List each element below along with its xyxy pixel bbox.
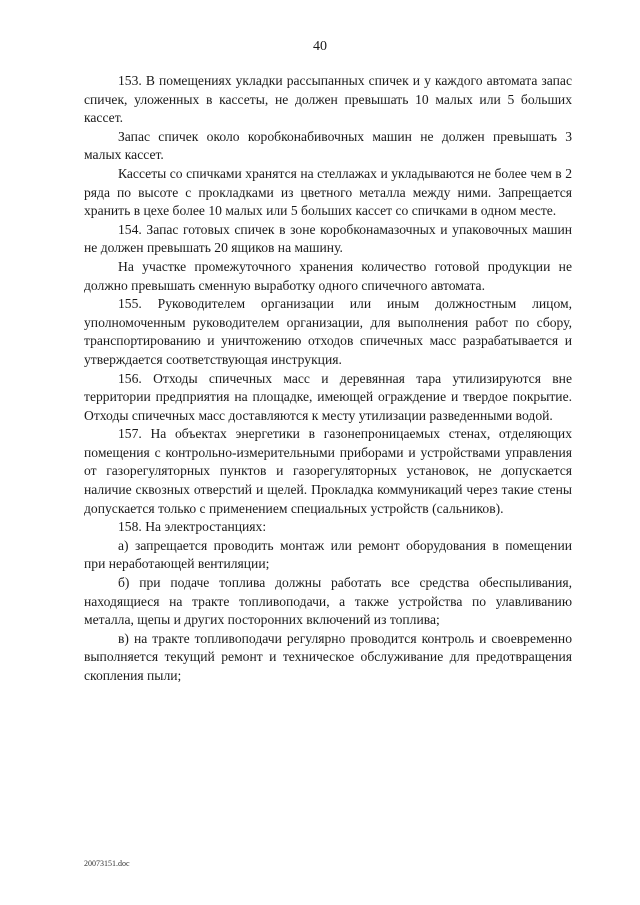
- paragraph-156: 156. Отходы спичечных масс и деревянная тара утилизируются вне территории предприятия на площадке, имеющей ограждение и твердое покрытие. Отходы спичечных масс доставляются к месту утилизации разведенными водой.: [84, 370, 572, 423]
- document-body: [84, 72, 572, 686]
- paragraph-158-a: а) запрещается проводить монтаж или ремонт оборудования в помещении при неработающей вентиляции;: [84, 537, 572, 572]
- paragraph-158: 158. На электростанциях:: [118, 519, 267, 535]
- paragraph-155: 155. Руководителем организации или иным должностным лицом, уполномоченным руководителем организации, для выполнения работ по сбору, транспортированию и уничтожению отходов спичечных масс разрабатывается и утверждается соответствующая инструкция.: [84, 296, 572, 367]
- footer-filename: 20073151.doc: [84, 859, 130, 868]
- page-number: 40: [313, 39, 327, 54]
- paragraph-154: 154. Запас готовых спичек в зоне коробконамазочных и упаковочных машин не должен превышать 20 ящиков на машину.: [84, 221, 572, 256]
- paragraph-intermediate-storage: На участке промежуточного хранения количество готовой продукции не должно превышать сменную выработку одного спичечного автомата.: [84, 258, 572, 293]
- paragraph-157: 157. На объектах энергетики в газонепроницаемых стенах, отделяющих помещения с контрольно-измерительными приборами и устройствами управления от газорегуляторных пунктов и газорегуляторных установок, не допускается наличие сквозных отверстий и щелей. Прокладка коммуникаций через такие стены допускается только с применением специальных устройств (сальников).: [84, 426, 572, 516]
- paragraph-cassette-storage: Кассеты со спичками хранятся на стеллажах и укладываются не более чем в 2 ряда по высоте с прокладками из цветного металла между ними. Запрещается хранить в цехе более 10 малых или 5 больших кассет со спичками в одном месте.: [84, 165, 572, 219]
- paragraph-153: 153. В помещениях укладки рассыпанных спичек и у каждого автомата запас спичек, уложенных в кассеты, не должен превышать 10 малых или 5 больших кассет.: [84, 73, 572, 126]
- paragraph-158-v: в) на тракте топливоподачи регулярно проводится контроль и своевременно выполняется текущий ремонт и техническое обслуживание для предотвращения скопления пыли;: [84, 630, 572, 683]
- paragraph-stock-limit: Запас спичек около коробконабивочных машин не должен превышать 3 малых кассет.: [84, 128, 572, 163]
- paragraph-158-b: б) при подаче топлива должны работать все средства обеспыливания, находящиеся на тракте топливоподачи, а также устройства по улавливанию металла, щепы и других посторонних включений из топлива;: [84, 575, 572, 628]
